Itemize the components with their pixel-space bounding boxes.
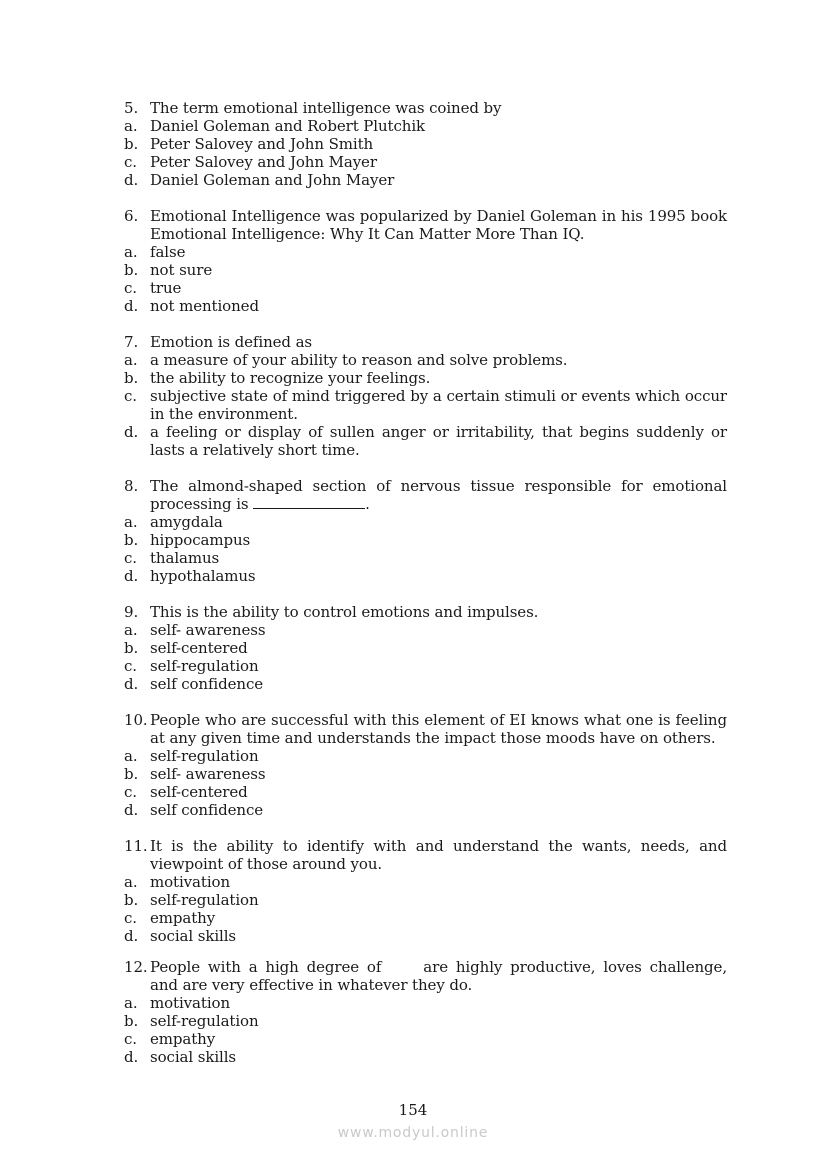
option-letter: d.: [124, 297, 139, 315]
option-text: self- awareness: [150, 765, 266, 783]
option-letter: a.: [124, 621, 138, 639]
question-text: [150, 477, 727, 513]
option-text: Peter Salovey and John Mayer: [150, 153, 377, 171]
option-d: [124, 675, 727, 693]
question-text: Emotion is defined as: [150, 333, 313, 351]
option-letter: a.: [124, 117, 138, 135]
option-text: hypothalamus: [150, 567, 256, 585]
option-letter: d.: [124, 423, 139, 441]
option-letter: a.: [124, 873, 138, 891]
option-text: motivation: [150, 994, 231, 1012]
option-letter: d.: [124, 801, 139, 819]
question-6: [124, 207, 727, 315]
option-b: [124, 369, 727, 387]
question-5: [124, 99, 727, 189]
option-letter: b.: [124, 531, 139, 549]
question-stem: [124, 837, 727, 873]
option-text: subjective state of mind triggered by a certain stimuli or events which occur in the environment.: [150, 387, 727, 423]
option-text: true: [150, 279, 182, 297]
option-d: [124, 423, 727, 459]
option-b: [124, 135, 727, 153]
option-letter: c.: [124, 153, 137, 171]
option-c: [124, 549, 727, 567]
option-b: [124, 1012, 727, 1030]
option-letter: a.: [124, 351, 138, 369]
option-letter: b.: [124, 1012, 139, 1030]
question-8: [124, 477, 727, 585]
option-text: Daniel Goleman and John Mayer: [150, 171, 395, 189]
option-text: a measure of your ability to reason and solve problems.: [150, 351, 568, 369]
option-text: self-regulation: [150, 747, 259, 765]
question-text-after-blank: .: [365, 495, 370, 513]
option-letter: c.: [124, 387, 137, 405]
option-text: self-regulation: [150, 1012, 259, 1030]
option-text: empathy: [150, 1030, 216, 1048]
option-text: self confidence: [150, 801, 264, 819]
question-text: [150, 958, 727, 994]
question-number: 12.: [124, 958, 148, 976]
option-letter: c.: [124, 1030, 137, 1048]
fill-in-blank: [253, 496, 365, 509]
option-a: [124, 994, 727, 1012]
option-letter: d.: [124, 567, 139, 585]
question-stem: [124, 958, 727, 994]
question-text: People who are successful with this element of EI knows what one is feeling at any given time and understands the impact those moods have on others.: [150, 711, 727, 747]
question-9: [124, 603, 727, 693]
question-text-before-blank: The almond-shaped section of nervous tissue responsible for emotional processing is: [150, 477, 727, 513]
option-text: not mentioned: [150, 297, 259, 315]
option-letter: d.: [124, 675, 139, 693]
option-letter: d.: [124, 171, 139, 189]
option-a: [124, 747, 727, 765]
watermark: www.modyul.online: [337, 1125, 489, 1141]
question-number: 6.: [124, 207, 139, 225]
question-stem: [124, 603, 727, 621]
option-text: self-regulation: [150, 657, 259, 675]
option-text: false: [150, 243, 186, 261]
option-letter: a.: [124, 747, 138, 765]
option-text: social skills: [150, 1048, 237, 1066]
option-text: hippocampus: [150, 531, 251, 549]
option-text: motivation: [150, 873, 231, 891]
question-10: [124, 711, 727, 819]
option-a: [124, 351, 727, 369]
page-number: 154: [398, 1101, 428, 1119]
question-text-before-blank: People with a high degree of: [150, 958, 382, 976]
question-number: 11.: [124, 837, 148, 855]
option-letter: b.: [124, 891, 139, 909]
question-stem: [124, 711, 727, 747]
option-b: [124, 891, 727, 909]
question-number: 7.: [124, 333, 139, 351]
question-text: It is the ability to identify with and understand the wants, needs, and viewpoint of those around you.: [150, 837, 727, 873]
option-text: empathy: [150, 909, 216, 927]
question-12: [124, 958, 727, 1066]
question-text: This is the ability to control emotions and impulses.: [150, 603, 539, 621]
option-letter: b.: [124, 369, 139, 387]
question-number: 5.: [124, 99, 139, 117]
option-text: amygdala: [150, 513, 223, 531]
option-text: self-centered: [150, 783, 248, 801]
option-c: [124, 387, 727, 423]
option-text: self-centered: [150, 639, 248, 657]
option-b: [124, 531, 727, 549]
option-letter: b.: [124, 135, 139, 153]
question-text: Emotional Intelligence was popularized by Daniel Goleman in his 1995 book Emotional Intelligence: Why It Can Matter More Than IQ.: [150, 207, 727, 243]
option-letter: c.: [124, 657, 137, 675]
option-text: Peter Salovey and John Smith: [150, 135, 374, 153]
question-11: [124, 837, 727, 945]
option-d: [124, 297, 727, 315]
question-number: 10.: [124, 711, 148, 729]
option-letter: c.: [124, 909, 137, 927]
question-text-after-blank: are highly productive, loves challenge, and are very effective in whatever they do.: [150, 958, 727, 994]
option-d: [124, 567, 727, 585]
option-letter: b.: [124, 639, 139, 657]
option-b: [124, 261, 727, 279]
option-d: [124, 927, 727, 945]
option-text: self-regulation: [150, 891, 259, 909]
option-text: self- awareness: [150, 621, 266, 639]
option-letter: a.: [124, 994, 138, 1012]
question-7: [124, 333, 727, 459]
option-c: [124, 783, 727, 801]
option-c: [124, 657, 727, 675]
option-letter: b.: [124, 765, 139, 783]
question-stem: [124, 207, 727, 243]
option-a: [124, 513, 727, 531]
question-number: 9.: [124, 603, 139, 621]
option-c: [124, 909, 727, 927]
question-stem: [124, 99, 727, 117]
option-letter: a.: [124, 513, 138, 531]
question-stem: [124, 333, 727, 351]
option-b: [124, 639, 727, 657]
question-stem: [124, 477, 727, 513]
option-text: Daniel Goleman and Robert Plutchik: [150, 117, 426, 135]
option-text: social skills: [150, 927, 237, 945]
option-text: a feeling or display of sullen anger or irritability, that begins suddenly or lasts a relatively short time.: [150, 423, 727, 459]
option-d: [124, 801, 727, 819]
option-c: [124, 153, 727, 171]
option-letter: c.: [124, 279, 137, 297]
question-number: 8.: [124, 477, 139, 495]
option-a: [124, 621, 727, 639]
option-letter: d.: [124, 1048, 139, 1066]
option-c: [124, 1030, 727, 1048]
option-text: the ability to recognize your feelings.: [150, 369, 431, 387]
option-letter: c.: [124, 783, 137, 801]
option-letter: d.: [124, 927, 139, 945]
option-text: not sure: [150, 261, 213, 279]
option-letter: a.: [124, 243, 138, 261]
option-a: [124, 873, 727, 891]
option-letter: b.: [124, 261, 139, 279]
option-d: [124, 1048, 727, 1066]
option-a: [124, 243, 727, 261]
option-c: [124, 279, 727, 297]
question-text: The term emotional intelligence was coined by: [150, 99, 502, 117]
option-d: [124, 171, 727, 189]
option-letter: c.: [124, 549, 137, 567]
question-list: [124, 99, 727, 1066]
option-b: [124, 765, 727, 783]
option-text: self confidence: [150, 675, 264, 693]
option-a: [124, 117, 727, 135]
option-text: thalamus: [150, 549, 220, 567]
